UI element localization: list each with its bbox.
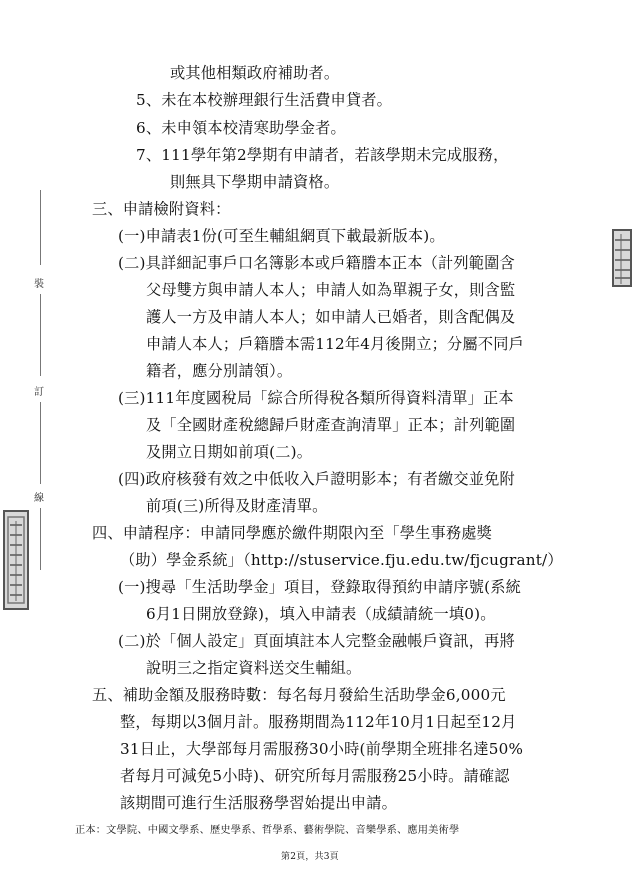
binding-line-segment [40,294,41,376]
item-7: 7、111學年第2學期有申請者，若該學期未完成服務， [136,146,509,164]
right-seal-stamp [601,226,633,290]
binding-line-segment [40,190,41,265]
binding-mark-zhuang: 裝 [34,279,44,290]
section-heading-4: 四、申請程序：申請同學應於繳件期限內至「學生事務處獎 [92,524,493,542]
text-line: 該期間可進行生活服務學習始提出申請。 [120,794,397,812]
text-line: 護人一方及申請人本人；如申請人已婚者，則含配偶及 [146,308,516,326]
left-seal-stamp [0,505,32,615]
item-5: 5、未在本校辦理銀行生活費申貸者。 [136,91,393,109]
text-line: 則無具下學期申請資格。 [170,173,340,191]
item-6: 6、未申領本校清寒助學金者。 [136,119,346,137]
sub-item-4-2: (二)於「個人設定」頁面填註本人完整金融帳戶資訊，再將 [118,632,515,650]
binding-line-segment [40,508,41,570]
binding-line [34,190,44,570]
binding-mark-xian: 線 [34,493,44,504]
page-number: 第2頁，共3頁 [281,852,339,862]
text-line: 及「全國財產稅總歸戶財產查詢清單」正本；計列範圍 [146,416,516,434]
sub-item-3-3: (三)111年度國稅局「綜合所得稅各類所得資料清單」正本 [118,389,514,407]
binding-line-segment [40,402,41,484]
sub-item-3-1: (一)申請表1份(可至生輔組網頁下載最新版本)。 [118,227,445,245]
sub-item-3-4: (四)政府核發有效之中低收入戶證明影本；有者繳交並免附 [118,470,515,488]
section-heading-3: 三、申請檢附資料： [92,200,231,218]
text-line: 或其他相類政府補助者。 [170,64,340,82]
text-line: 前項(三)所得及財產清單。 [146,497,328,515]
text-line: 申請人本人；戶籍謄本需112年4月後開立；分屬不同戶 [146,335,524,353]
text-line: 6月1日開放登錄)，填入申請表（成績請統一填0)。 [146,605,496,623]
sub-item-3-2: (二)具詳細記事戶口名簿影本或戶籍謄本正本（計列範圍含 [118,254,515,272]
distribution-note: 正本：文學院、中國文學系、歷史學系、哲學系、藝術學院、音樂學系、應用美術學 [75,825,460,836]
section-heading-5: 五、補助金額及服務時數：每名每月發給生活助學金6,000元 [92,686,506,704]
text-line: 及開立日期如前項(二)。 [146,443,313,461]
text-line: 父母雙方與申請人本人；申請人如為單親子女，則含監 [146,281,516,299]
text-line: 31日止，大學部每月需服務30小時(前學期全班排名達50% [120,740,524,758]
text-line: 籍者，應分別請領）。 [146,362,293,380]
binding-mark-ding: 訂 [34,387,44,398]
text-line: 說明三之指定資料送交生輔組。 [146,659,362,677]
text-line: 者每月可減免5小時)、研究所每月需服務25小時。請確認 [120,767,510,785]
sub-item-4-1: (一)搜尋「生活助學金」項目，登錄取得預約申請序號(系統 [118,578,522,596]
system-url-line: （助）學金系統」（http://stuservice.fju.edu.tw/fjcugrant/） [120,551,563,569]
text-line: 整，每期以3個月計。服務期間為112年10月1日起至12月 [120,713,517,731]
